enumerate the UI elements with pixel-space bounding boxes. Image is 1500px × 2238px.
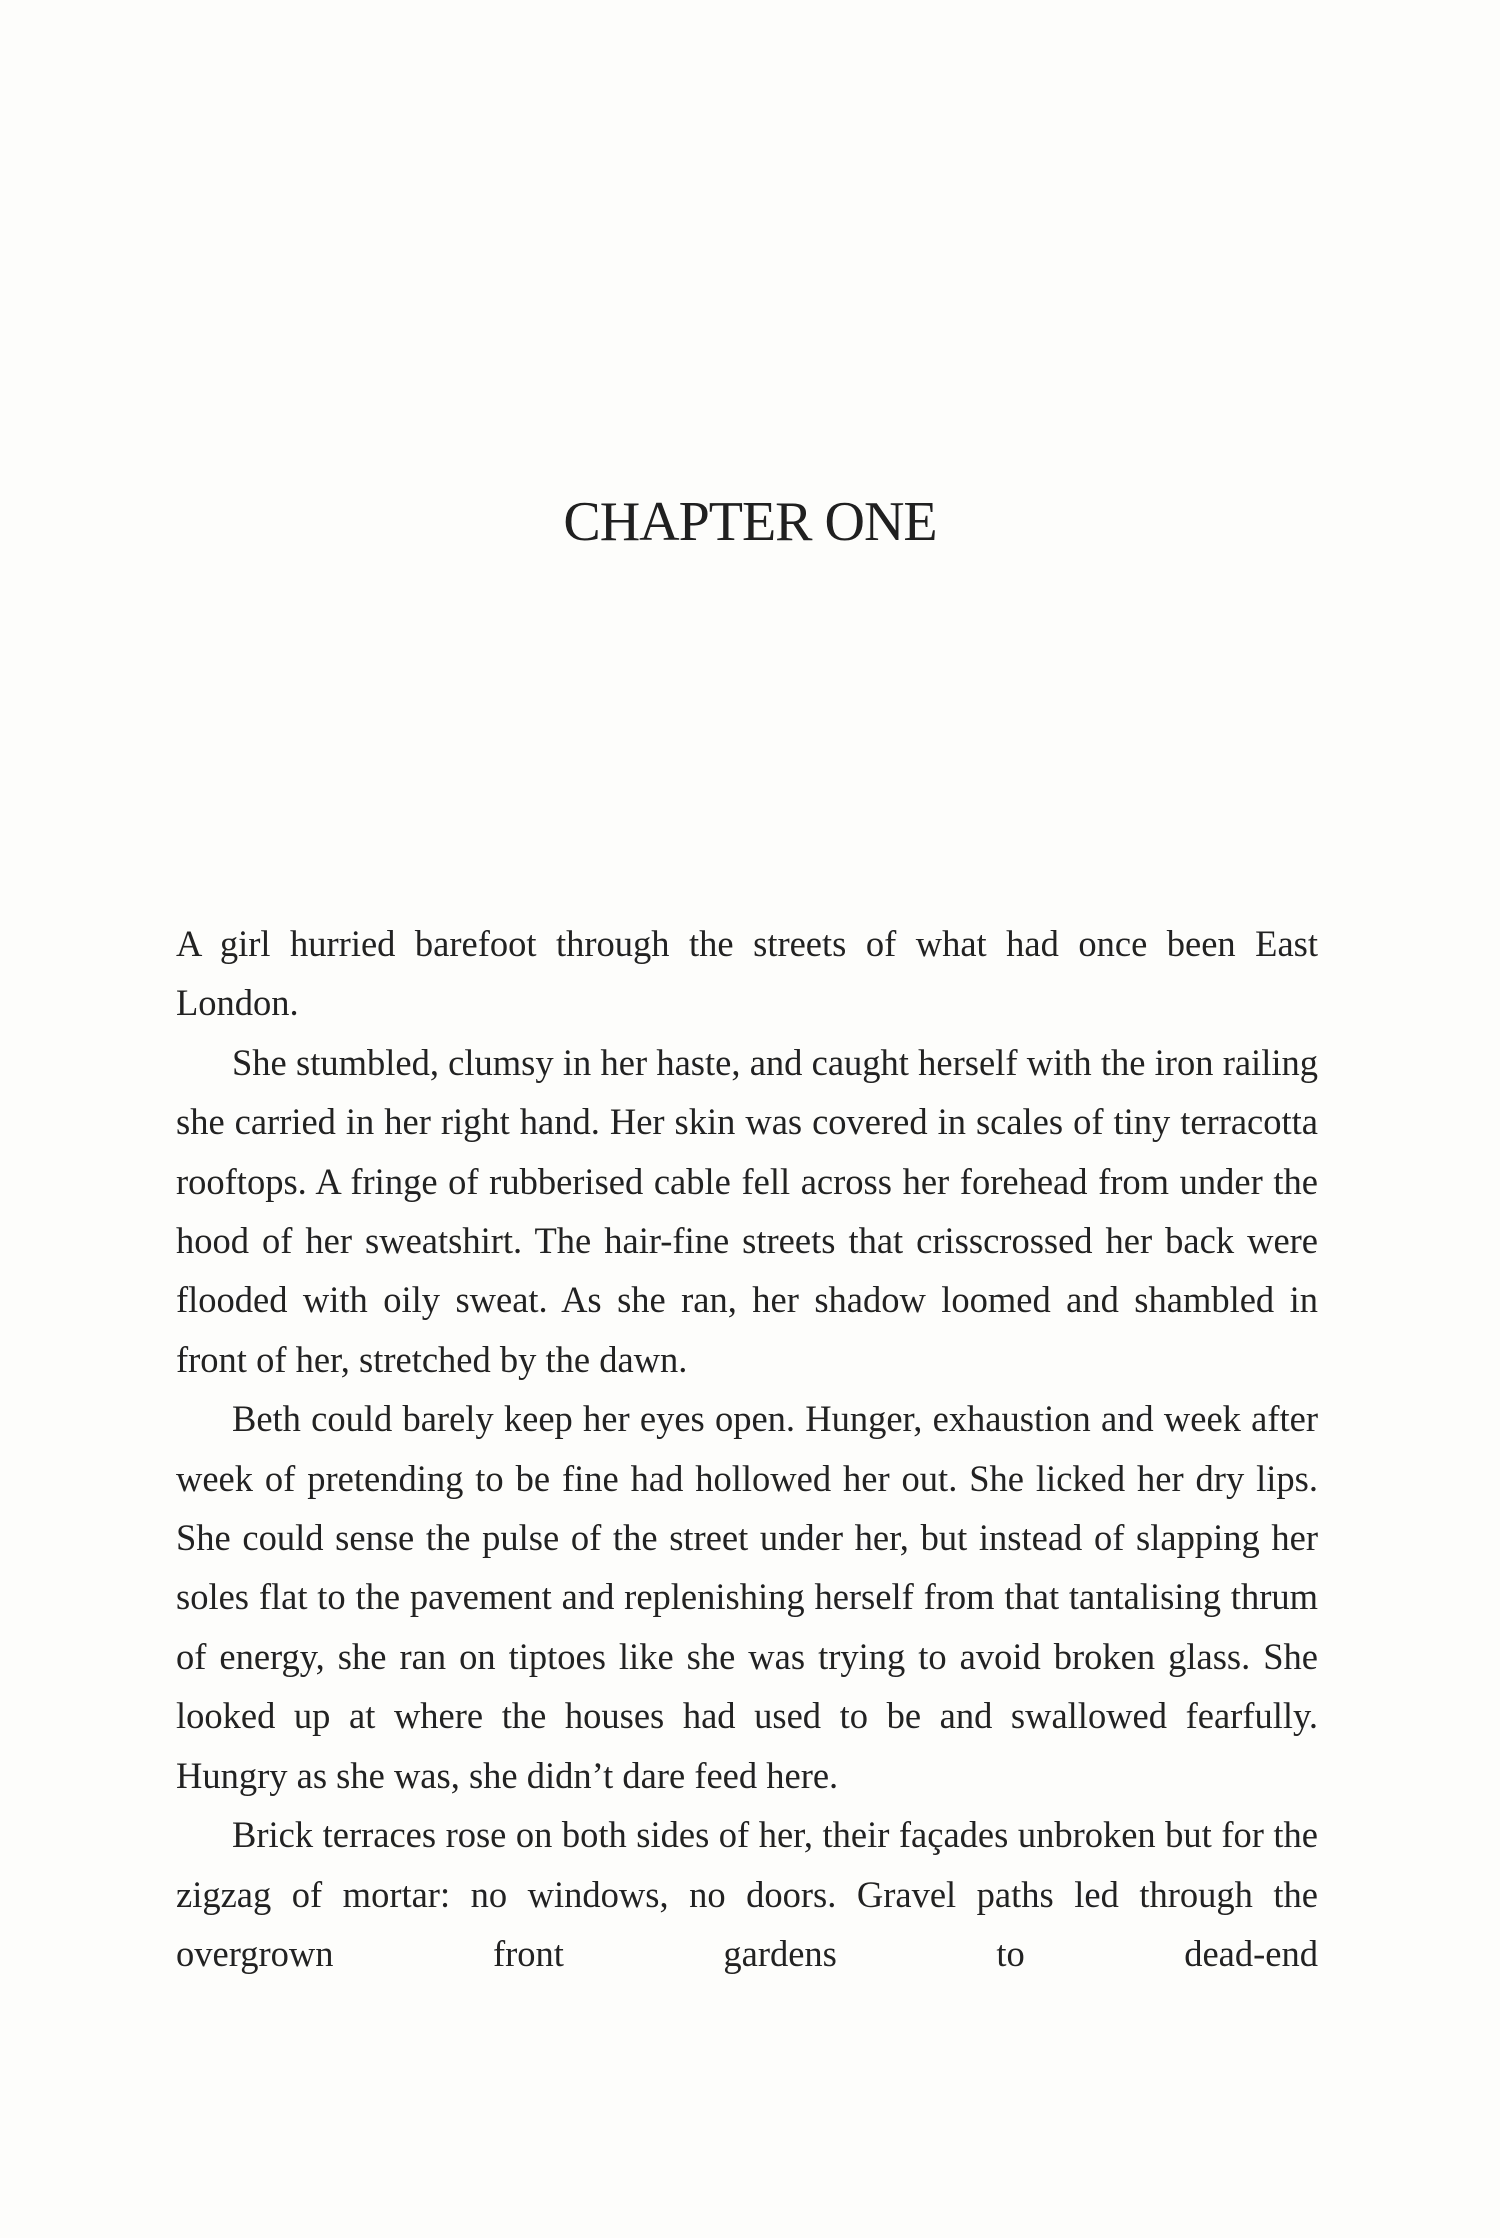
paragraph-1: A girl hurried barefoot through the streets of what had once been East London. [176,923,1318,1024]
paragraph-4: Brick terraces rose on both sides of her, their façades unbroken but for the zigzag of mortar: no windows, no doors. Gravel paths led through the overgrown front gardens to dead-end [176,1814,1318,1974]
paragraph-3: Beth could barely keep her eyes open. Hunger, exhaustion and week after week of pretending to be fine had hollowed her out. She licked her dry lips. She could sense the pulse of the street under her, but instead of slapping her soles flat to the pavement and replenishing herself from that tantalising thrum of energy, she ran on tiptoes like she was trying to avoid broken glass. She looked up at where the houses had used to be and swallowed fearfully. Hungry as she was, she didn’t dare feed here. [176,1398,1318,1796]
body-text [176,914,1318,1983]
paragraph-2: She stumbled, clumsy in her haste, and caught herself with the iron railing she carried in her right hand. Her skin was covered in scales of tiny terracotta rooftops. A fringe of rubberised cable fell across her forehead from under the hood of her sweatshirt. The hair-fine streets that crisscrossed her back were flooded with oily sweat. As she ran, her shadow loomed and shambled in front of her, stretched by the dawn. [176,1041,1318,1380]
chapter-title: CHAPTER ONE [563,491,937,553]
